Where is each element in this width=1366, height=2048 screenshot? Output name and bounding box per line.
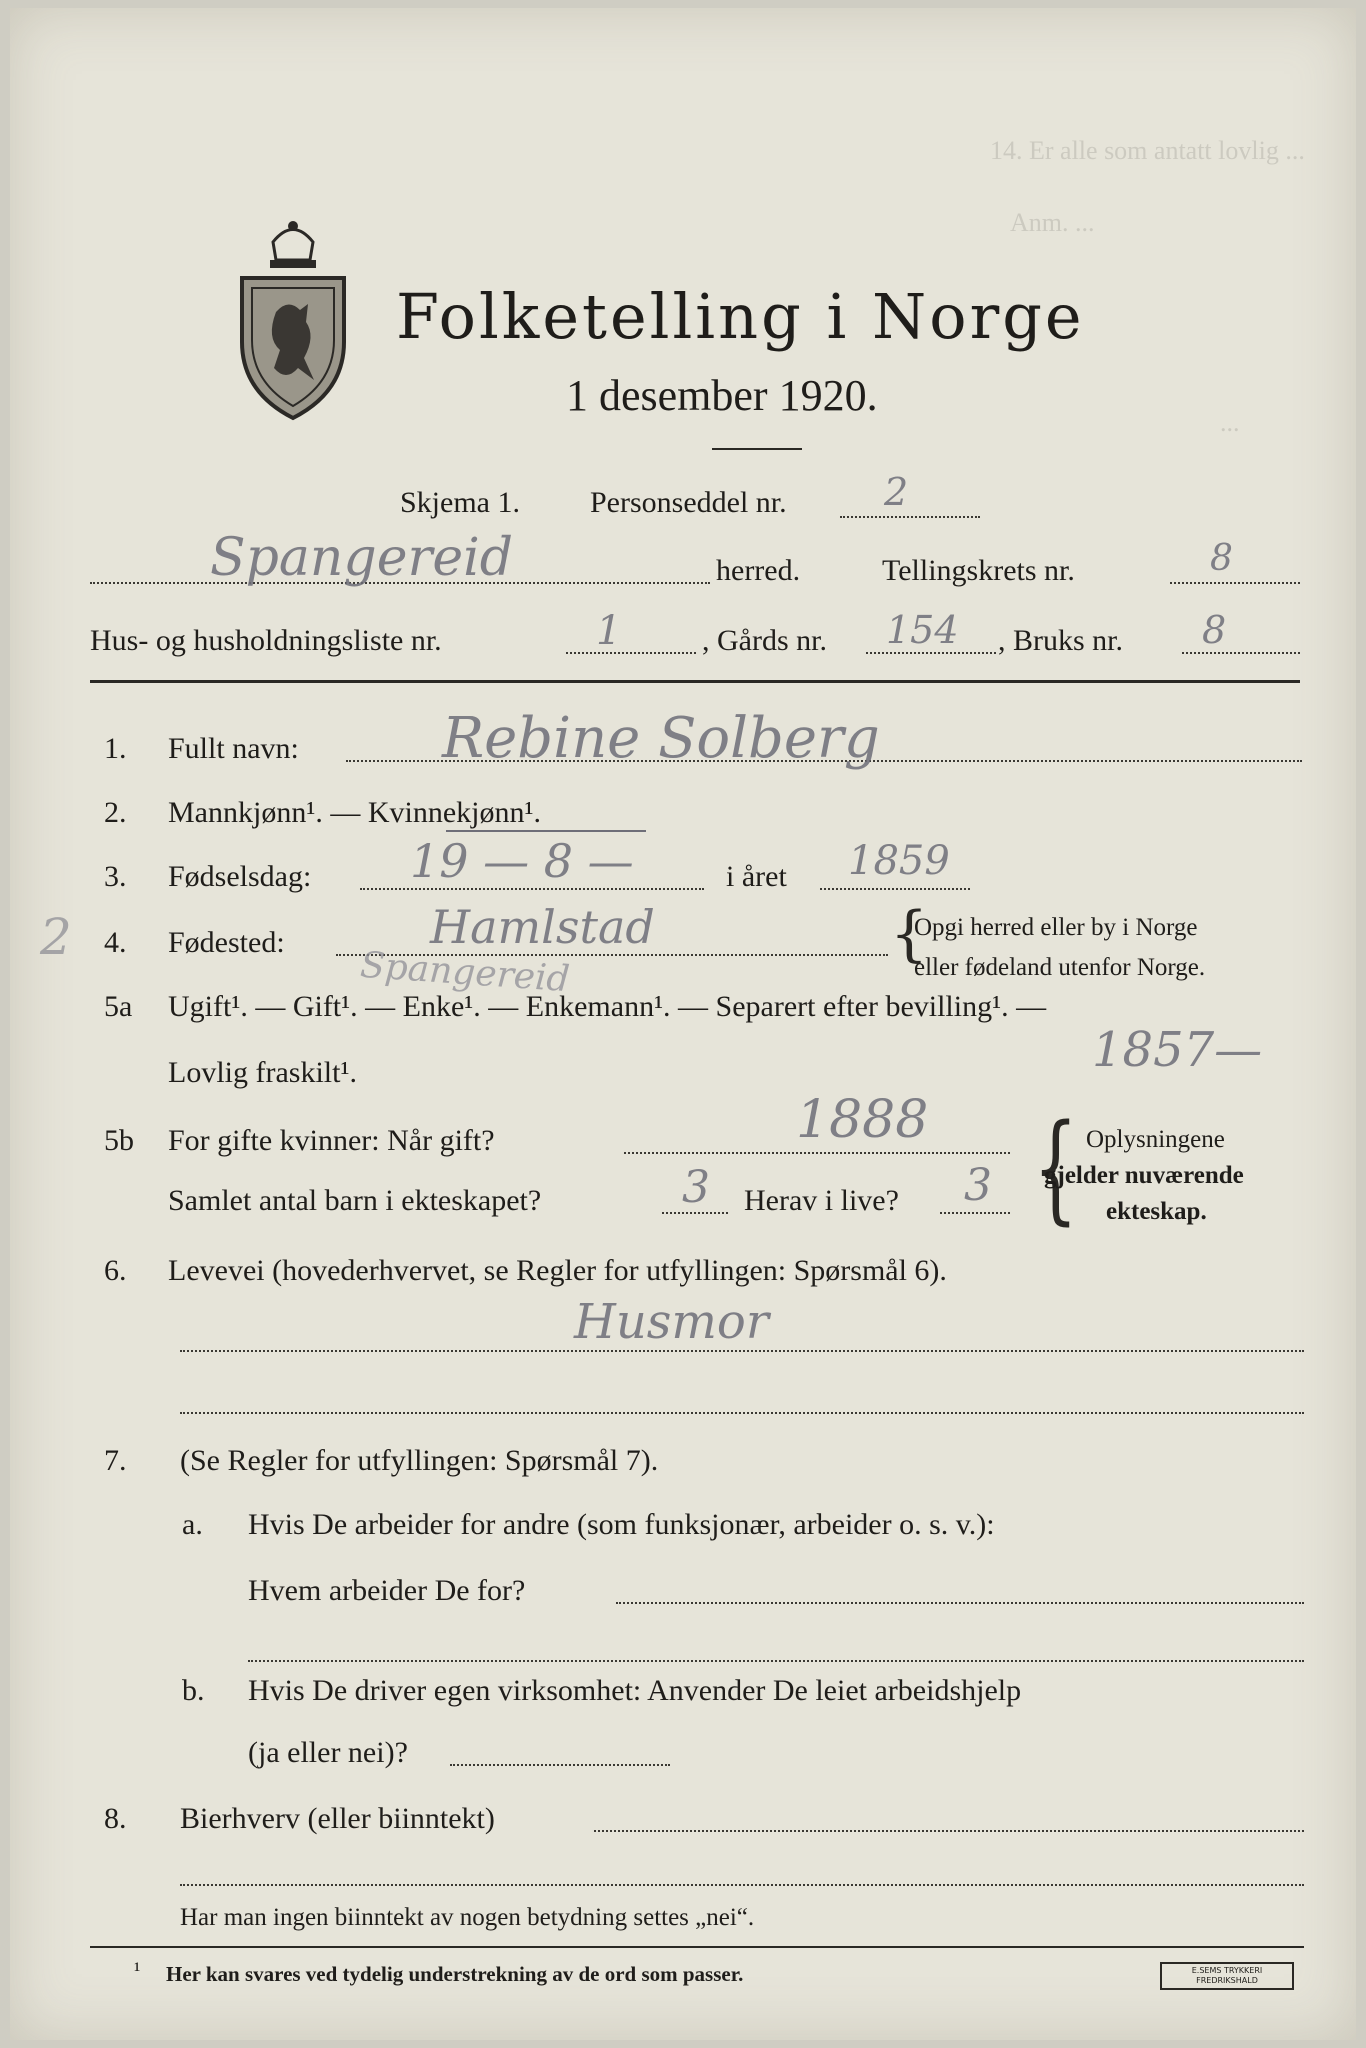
q7a-label: Hvis De arbeider for andre (som funksjonær, arbeider o. s. v.): [248,1508,995,1541]
q3-year-label: i året [726,860,787,893]
q5a-label: Ugift¹. — Gift¹. — Enke¹. — Enkemann¹. — Separert efter bevilling¹. — [168,990,1047,1023]
q5b-brace: { [1033,1098,1079,1236]
q5b-line [624,1152,1010,1154]
q4-note-line1: Opgi herred eller by i Norge [914,914,1198,941]
census-form-page [10,8,1356,2040]
husliste-label: Hus- og husholdningsliste nr. [90,624,442,657]
q7a-line-1 [616,1602,1304,1604]
q7-label: (Se Regler for utfyllingen: Spørsmål 7). [180,1444,659,1477]
q1-label: Fullt navn: [168,732,299,765]
gards-value: 154 [886,608,959,652]
q3-year-value: 1859 [848,838,950,884]
q5b-alive-value: 3 [964,1160,992,1211]
q7-number: 7. [104,1444,127,1477]
q4-number: 4. [104,926,127,959]
bleed-through-text: 14. Er alle som antatt lovlig ... [990,136,1305,165]
q4-note-line2: eller fødeland utenfor Norge. [914,954,1206,981]
q5b-children-value: 3 [682,1162,710,1213]
printer-stamp: E.SEMS TRYKKERI FREDRIKSHALD [1160,1962,1294,1990]
personseddel-line [840,516,980,518]
q5a-label-line2: Lovlig fraskilt¹. [168,1056,357,1089]
husliste-value: 1 [596,608,622,654]
q4-value-secondary: Spangereid [358,944,571,1001]
tellingskrets-label: Tellingskrets nr. [882,554,1075,587]
q5b-alive-label: Herav i live? [744,1184,899,1217]
q3-number: 3. [104,860,127,893]
q5b-number: 5b [104,1124,134,1157]
personseddel-label: Personseddel nr. [590,486,787,519]
q3-year-line [820,888,970,890]
q5b-alive-line [940,1212,1010,1214]
q6-number: 6. [104,1254,127,1287]
page-date: 1 desember 1920. [566,371,878,420]
q4-brace: { [890,899,929,969]
herred-value: Spangereid [210,528,514,588]
q3-line [360,888,704,890]
husliste-line [566,652,696,654]
q2-number: 2. [104,796,127,829]
tellingskrets-line [1170,582,1300,584]
q5b-label: For gifte kvinner: Når gift? [168,1124,495,1157]
q3-value: 19 — 8 — [410,834,634,888]
q7a-line-2 [248,1660,1304,1662]
q7b-line [450,1764,670,1766]
q1-number: 1. [104,732,127,765]
bruks-line [1182,652,1300,654]
q7b-label-line2: (ja eller nei)? [248,1736,408,1769]
coat-of-arms-icon [228,212,358,422]
personseddel-value: 2 [884,470,909,514]
q8-label: Bierhverv (eller biinntekt) [180,1802,495,1835]
footer-note: Har man ingen biinntekt av nogen betydning settes „nei“. [180,1904,755,1931]
q8-line-2 [180,1884,1304,1886]
footnote-number: ¹ [134,1958,141,1982]
q7a-number: a. [182,1508,203,1541]
q5b-value: 1888 [796,1090,929,1150]
title-divider [712,448,802,450]
q5a-value: 1857— [1092,1022,1263,1078]
kvinnekjonn-underline [446,830,646,832]
bleed-through-text: ... [1220,408,1240,437]
header-divider [90,680,1300,683]
q5a-number: 5a [104,990,133,1023]
q8-line-1 [594,1830,1304,1832]
q5b-note-line1: Oplysningene [1086,1126,1225,1153]
q7a-label-line2: Hvem arbeider De for? [248,1574,526,1607]
q5b-note-line3: ekteskap. [1106,1198,1207,1225]
gards-line [866,652,996,654]
tellingskrets-value: 8 [1210,538,1233,579]
gards-label: , Gårds nr. [702,624,827,657]
skjema-label: Skjema 1. [400,486,520,519]
bruks-label: , Bruks nr. [998,624,1124,657]
q4-value: Hamlstad [430,900,655,954]
q6-line-1 [180,1350,1304,1352]
q6-value: Husmor [574,1294,769,1350]
footer-divider [90,1946,1304,1948]
q5b-children-label: Samlet antal barn i ekteskapet? [168,1184,542,1217]
q8-number: 8. [104,1802,127,1835]
q3-label: Fødselsdag: [168,860,312,893]
q7b-label: Hvis De driver egen virksomhet: Anvender De leiet arbeidshjelp [248,1674,1022,1707]
q6-line-2 [180,1412,1304,1414]
q4-label: Fødested: [168,926,285,959]
q7b-number: b. [182,1674,205,1707]
q6-label: Levevei (hovederhvervet, se Regler for utfyllingen: Spørsmål 6). [168,1254,947,1287]
herred-label: herred. [716,554,801,587]
q1-value: Rebine Solberg [442,706,880,771]
bleed-through-text: Anm. ... [1010,208,1095,237]
q2-label: Mannkjønn¹. — Kvinnekjønn¹. [168,796,541,829]
margin-mark: 2 [40,908,72,966]
footnote-text: Her kan svares ved tydelig understrekning av de ord som passer. [166,1962,744,1986]
page-title: Folketelling i Norge [396,280,1085,353]
bruks-value: 8 [1202,608,1227,652]
q5b-note-line2: gjelder nuværende [1044,1162,1244,1189]
